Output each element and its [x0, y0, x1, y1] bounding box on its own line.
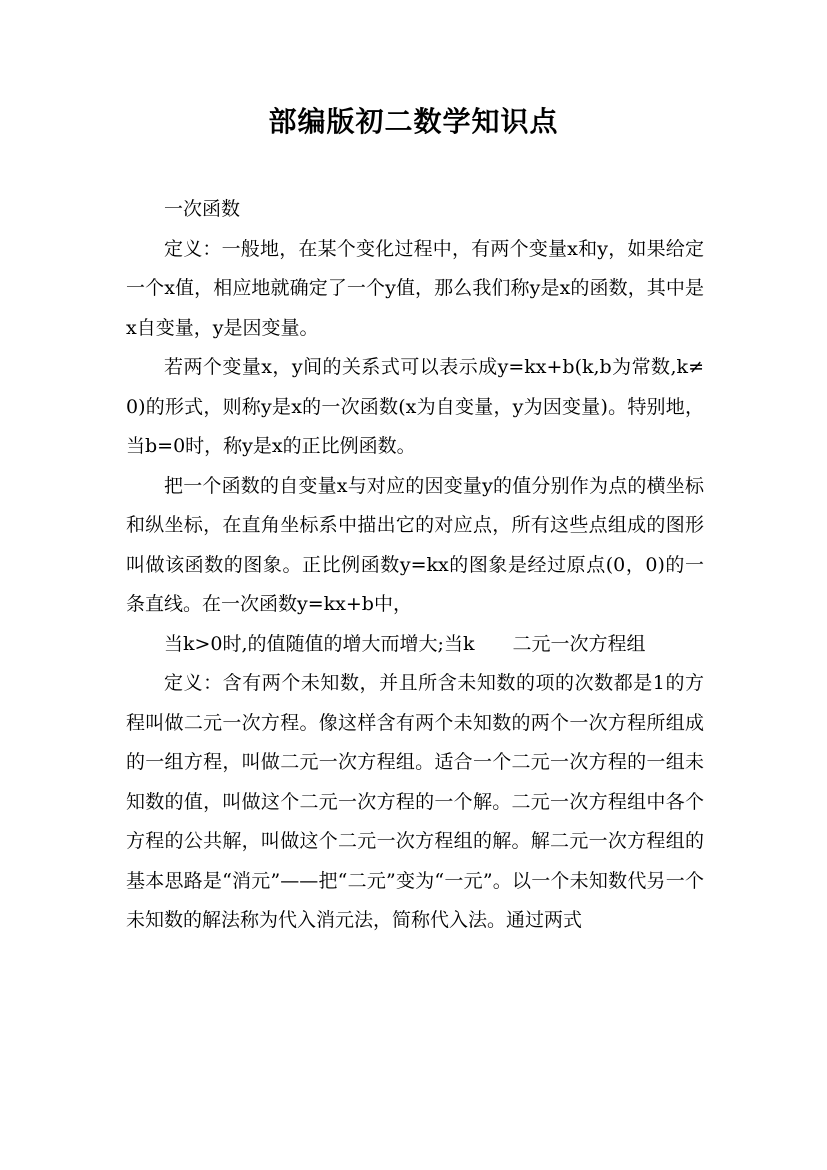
document-body	[126, 190, 704, 941]
document-title: 部编版初二数学知识点	[268, 105, 559, 138]
paragraph-function-graph: 把一个函数的自变量x与对应的因变量y的值分别作为点的横坐标和纵坐标，在直角坐标系中描出它的对应点，所有这些点组成的图形叫做该函数的图象。正比例函数y=kx的图象是经过原点(0，0)的一条直线。在一次函数y=kx+b中，	[126, 474, 704, 615]
paragraph-linear-function-form: 若两个变量x，y间的关系式可以表示成y=kx+b(k,b为常数,k≠0)的形式，则称y是x的一次函数(x为自变量，y为因变量)。特别地，当b=0时，称y是x的正比例函数。	[126, 356, 704, 457]
section-heading-linear-function: 一次函数	[164, 198, 241, 220]
paragraph-function-definition: 定义：一般地，在某个变化过程中，有两个变量x和y，如果给定一个x值，相应地就确定了一个y值，那么我们称y是x的函数，其中是x自变量，y是因变量。	[126, 237, 704, 339]
paragraph-k-positive-and-system-heading: 当k>0时,的值随值的增大而增大;当k 二元一次方程组	[164, 632, 646, 655]
paragraph-system-of-equations-definition: 定义：含有两个未知数，并且所含未知数的项的次数都是1的方程叫做二元一次方程。像这样含有两个未知数的两个一次方程所组成的一组方程，叫做二元一次方程组。适合一个二元一次方程的一组未知数的值，叫做这个二元一次方程的一个解。二元一次方程组中各个方程的公共解，叫做这个二元一次方程组的解。解二元一次方程组的基本思路是“消元”——把“二元”变为“一元”。以一个未知数代另一个未知数的解法称为代入消元法，简称代入法。通过两式	[126, 672, 704, 931]
